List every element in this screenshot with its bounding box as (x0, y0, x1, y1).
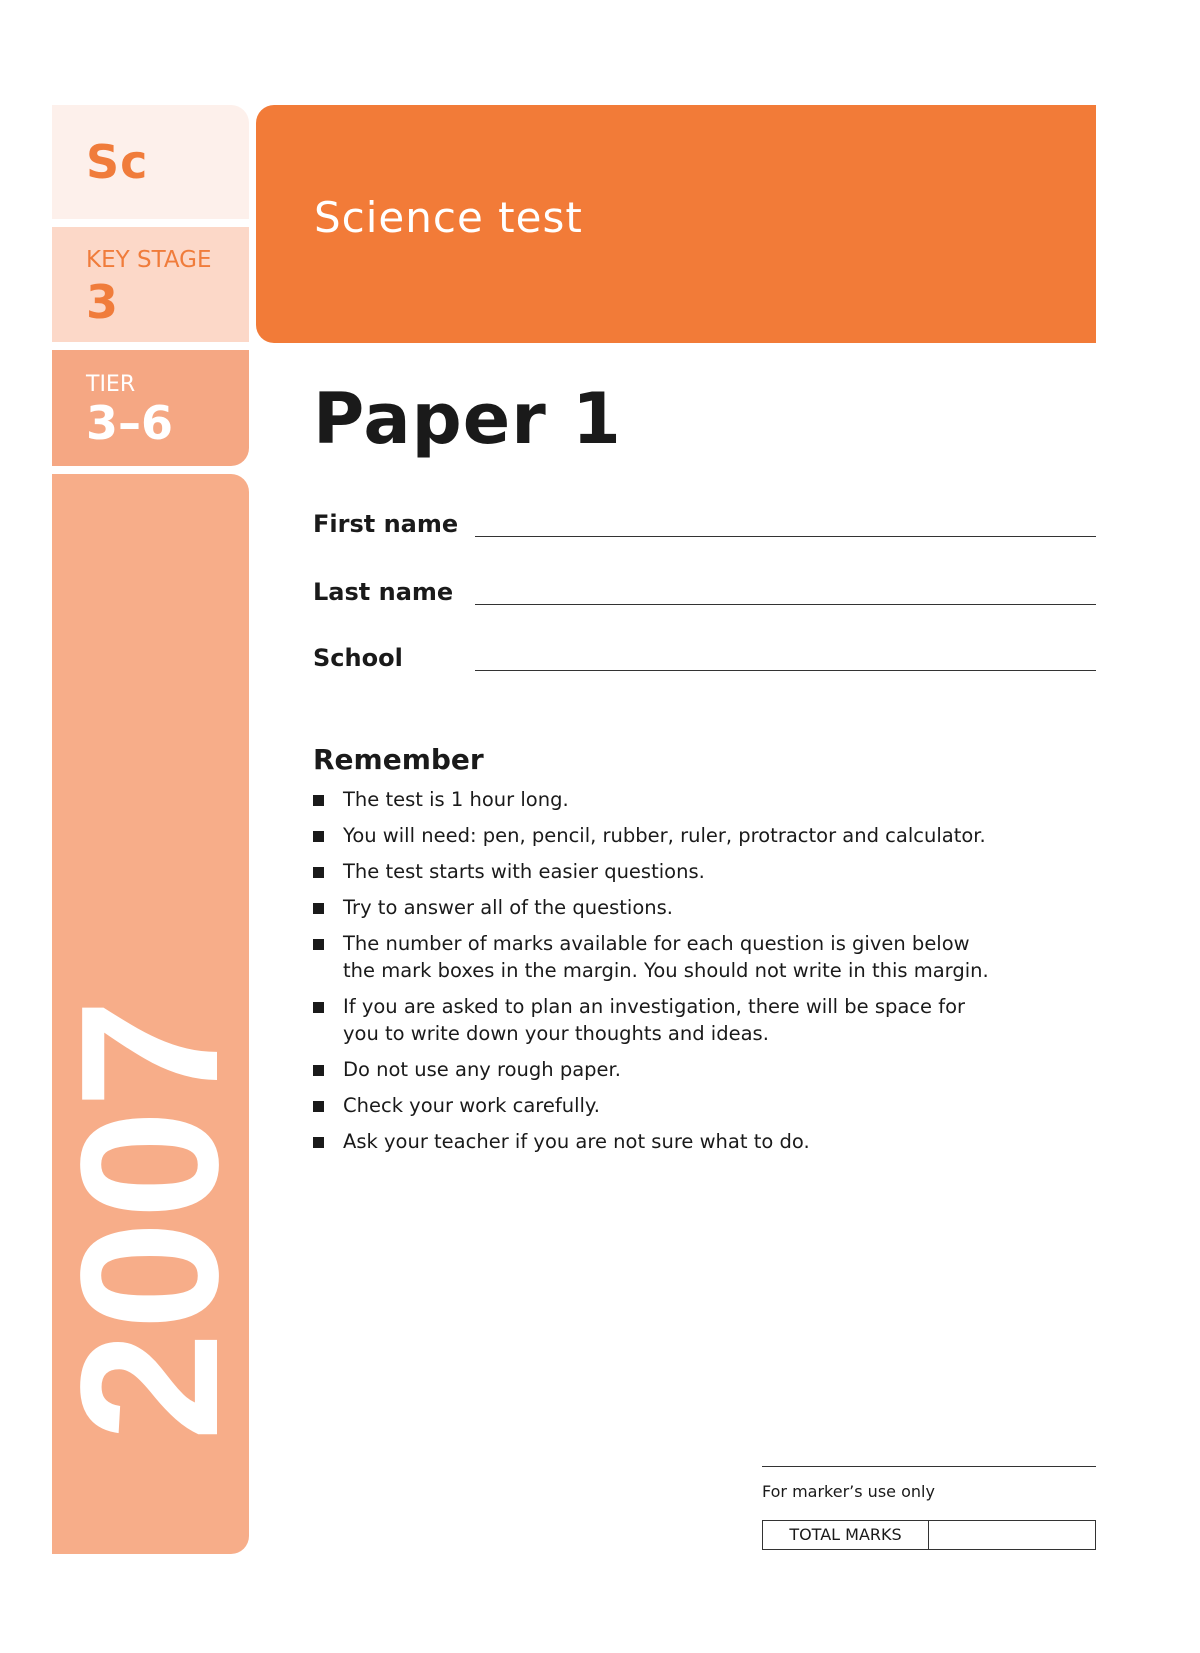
list-item (313, 786, 993, 813)
list-item (313, 930, 993, 984)
list-item (313, 822, 993, 849)
first-name-field[interactable] (313, 506, 1096, 546)
first-name-label: First name (313, 510, 459, 538)
list-item-text: Try to answer all of the questions. (343, 896, 673, 919)
list-item-text: If you are asked to plan an investigation, there will be space for you to write down your thoughts and ideas. (343, 995, 966, 1045)
key-stage-number: 3 (86, 275, 119, 329)
tier-label: TIER (86, 372, 136, 397)
school-line[interactable] (475, 670, 1096, 671)
first-name-line[interactable] (475, 536, 1096, 537)
school-label: School (313, 644, 403, 672)
list-item-text: The test starts with easier questions. (343, 860, 705, 883)
list-item-text: Do not use any rough paper. (343, 1058, 621, 1081)
total-marks-value[interactable] (929, 1521, 1095, 1549)
year-label: 2007 (40, 996, 259, 1442)
tier-range: 3–6 (86, 396, 174, 450)
remember-heading: Remember (313, 743, 484, 776)
year-block (40, 474, 259, 1554)
header-banner (256, 105, 1096, 343)
total-marks-box (762, 1520, 1096, 1550)
square-bullet-icon (313, 831, 324, 842)
marker-use-label: For marker’s use only (762, 1482, 935, 1501)
list-item (313, 993, 993, 1047)
list-item-text: Check your work carefully. (343, 1094, 600, 1117)
test-title: Science test (314, 193, 583, 242)
square-bullet-icon (313, 1002, 324, 1013)
list-item-text: The number of marks available for each question is given below the mark boxes in the margin. You should not write in this margin. (343, 932, 989, 982)
marker-divider (762, 1466, 1096, 1467)
list-item-text: You will need: pen, pencil, rubber, ruler, protractor and calculator. (343, 824, 986, 847)
last-name-line[interactable] (475, 604, 1096, 605)
school-field[interactable] (313, 640, 1096, 680)
paper-title: Paper 1 (313, 378, 622, 460)
list-item-text: The test is 1 hour long. (343, 788, 569, 811)
square-bullet-icon (313, 867, 324, 878)
square-bullet-icon (313, 1101, 324, 1112)
square-bullet-icon (313, 939, 324, 950)
subject-code: Sc (86, 135, 149, 189)
list-item-text: Ask your teacher if you are not sure what to do. (343, 1130, 810, 1153)
square-bullet-icon (313, 903, 324, 914)
subject-code-block (52, 105, 249, 219)
list-item (313, 894, 993, 921)
last-name-field[interactable] (313, 574, 1096, 614)
square-bullet-icon (313, 1065, 324, 1076)
square-bullet-icon (313, 795, 324, 806)
list-item (313, 858, 993, 885)
last-name-label: Last name (313, 578, 454, 606)
list-item (313, 1128, 993, 1155)
key-stage-label: KEY STAGE (86, 247, 212, 273)
total-marks-label: TOTAL MARKS (763, 1521, 929, 1549)
list-item (313, 1092, 993, 1119)
remember-list (313, 786, 993, 1164)
square-bullet-icon (313, 1137, 324, 1148)
key-stage-block (52, 227, 249, 342)
list-item (313, 1056, 993, 1083)
tier-block (52, 350, 249, 466)
